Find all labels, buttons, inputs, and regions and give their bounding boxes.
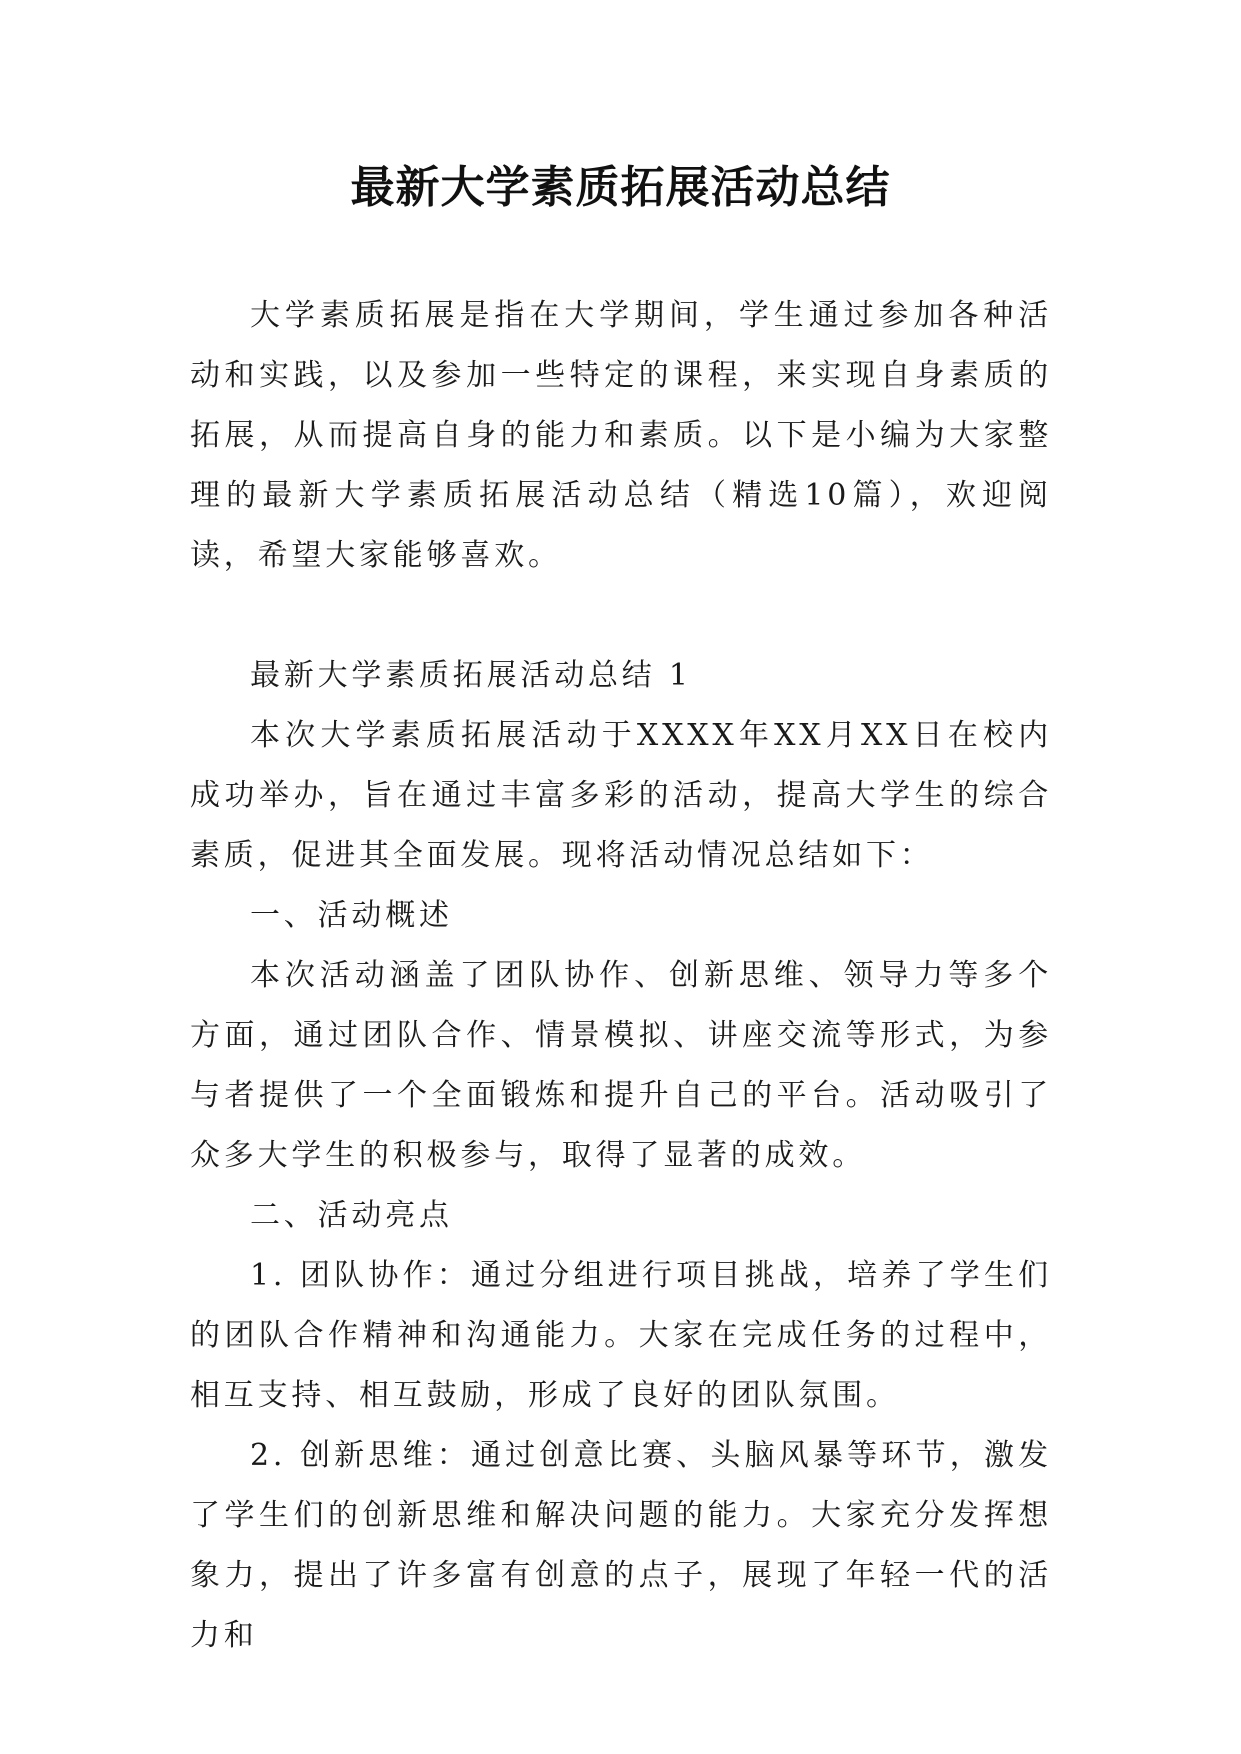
document-title: 最新大学素质拓展活动总结 bbox=[350, 162, 891, 213]
body-paragraph: 本次大学素质拓展活动于XXXX年XX月XX日在校内成功举办，旨在通过丰富多彩的活动，提高大学生的综合素质，促进其全面发展。现将活动情况总结如下： bbox=[190, 718, 1052, 873]
intro-paragraph: 大学素质拓展是指在大学期间，学生通过参加各种活动和实践，以及参加一些特定的课程，来实现自身素质的拓展，从而提高自身的能力和素质。以下是小编为大家整理的最新大学素质拓展活动总结（精选10篇），欢迎阅读，希望大家能够喜欢。 bbox=[190, 298, 1052, 573]
subsection-heading-highlights: 二、活动亮点 bbox=[250, 1198, 453, 1233]
section-heading: 最新大学素质拓展活动总结 1 bbox=[250, 658, 692, 693]
list-item: 2. 创新思维：通过创意比赛、头脑风暴等环节，激发了学生们的创新思维和解决问题的能力。大家充分发挥想象力，提出了许多富有创意的点子，展现了年轻一代的活力和 bbox=[190, 1438, 1052, 1653]
paragraph-gap bbox=[190, 586, 1052, 646]
subsection-heading-overview: 一、活动概述 bbox=[250, 898, 453, 933]
list-item: 1. 团队协作：通过分组进行项目挑战，培养了学生们的团队合作精神和沟通能力。大家在完成任务的过程中，相互支持、相互鼓励，形成了良好的团队氛围。 bbox=[190, 1258, 1052, 1413]
body-paragraph: 本次活动涵盖了团队协作、创新思维、领导力等多个方面，通过团队合作、情景模拟、讲座交流等形式，为参与者提供了一个全面锻炼和提升自己的平台。活动吸引了众多大学生的积极参与，取得了显著的成效。 bbox=[190, 958, 1052, 1173]
document-body bbox=[190, 286, 1052, 1666]
